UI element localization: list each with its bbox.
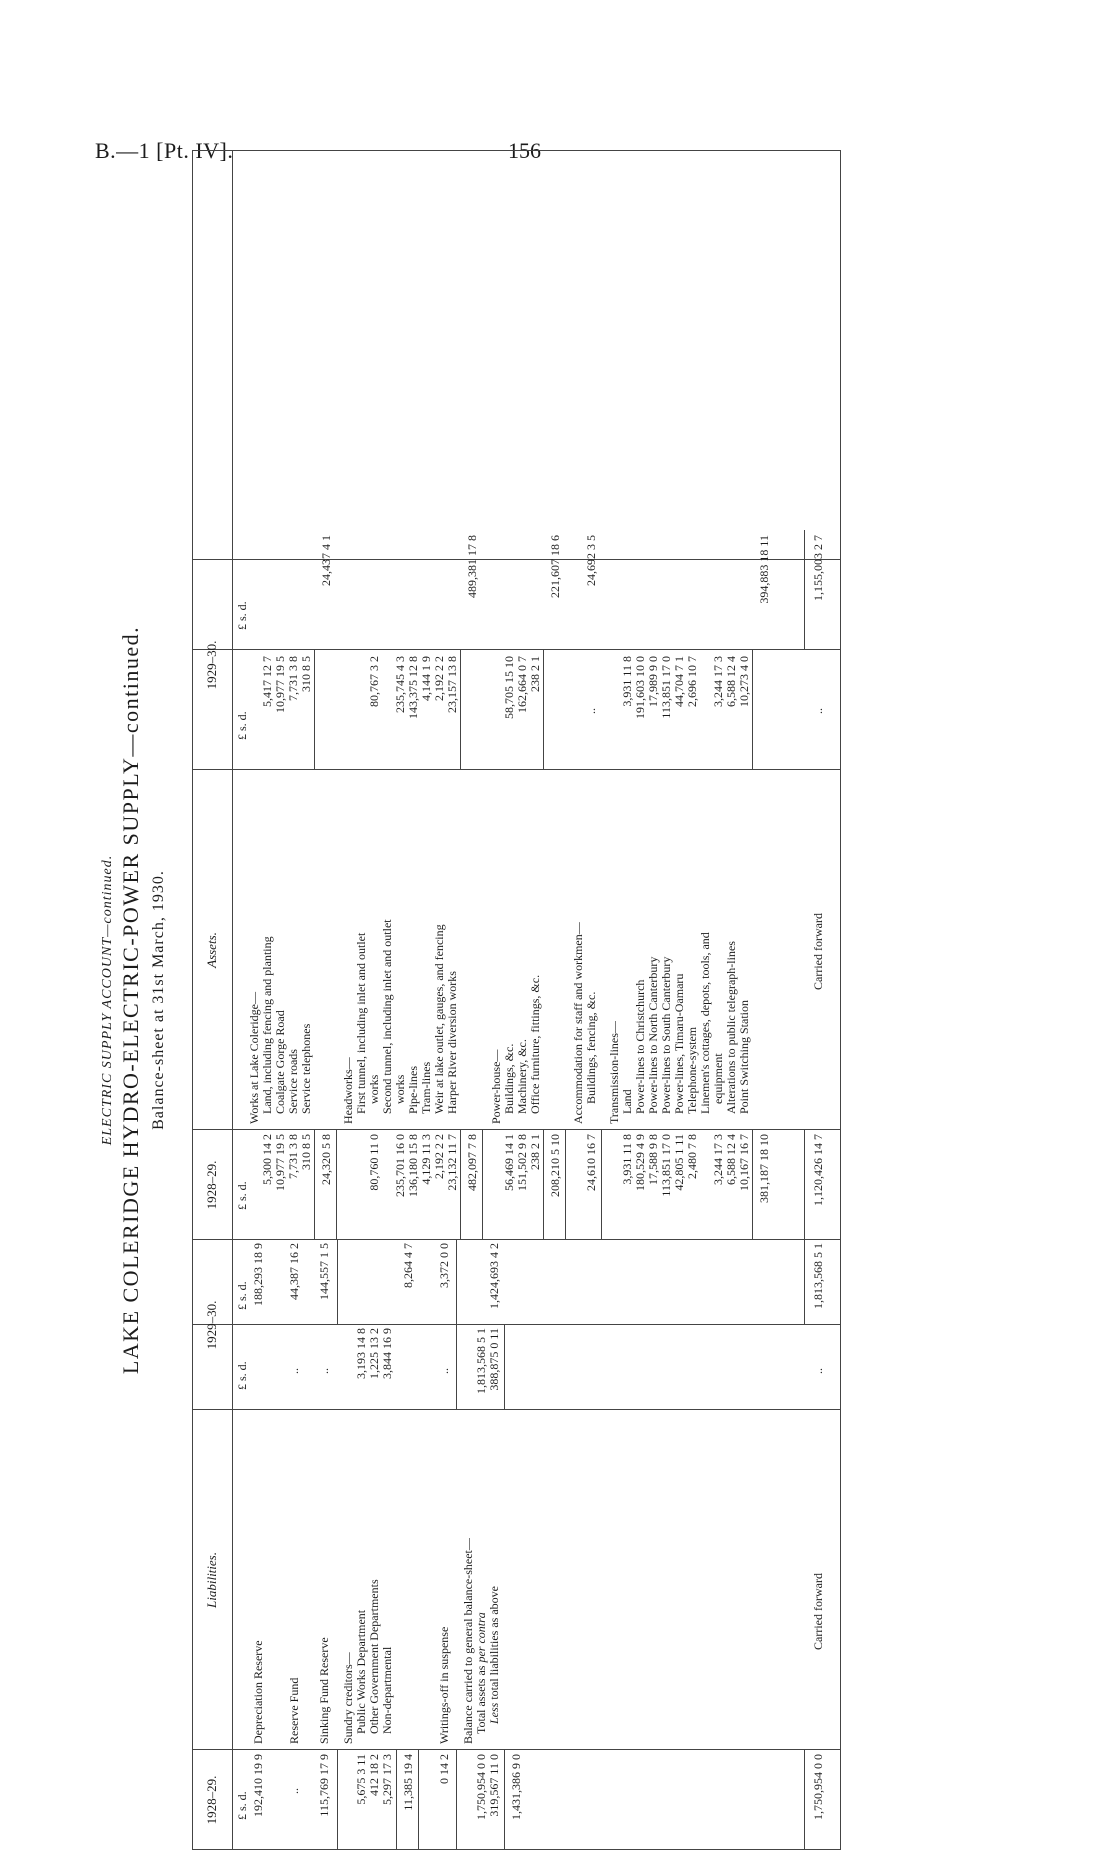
liab-writings-prev: 0 14 2	[437, 1754, 451, 1784]
asset-first-tunnel-inner: 80,767 3 2	[367, 656, 381, 707]
asset-point-prev: 10,167 16 7	[737, 1134, 751, 1191]
asset-first-tunnel-label: First tunnel, including inlet and outlet	[354, 932, 368, 1114]
liab-sinking-prev: 115,769 17 9	[317, 1754, 331, 1817]
asset-buildings-prev: 56,469 14 1	[502, 1134, 516, 1191]
asset-accom-prev: 24,610 16 7	[584, 1134, 598, 1191]
liab-writings-total: 3,372 0 0	[437, 1243, 451, 1288]
asset-buildings-inner: 58,705 15 10	[502, 656, 516, 719]
liab-depreciation-prev: 192,410 19 9	[251, 1754, 265, 1817]
asset-chch-label: Power-lines to Christchurch	[633, 979, 647, 1114]
asset-pipes-prev: 136,180 15 8	[406, 1134, 420, 1197]
asset-tram-prev: 4,129 11 3	[419, 1134, 433, 1185]
asset-trans-land-inner: 3,931 11 8	[620, 656, 634, 707]
asset-trans-label: Transmission-lines—	[607, 1021, 621, 1124]
asset-point-label: Point Switching Station	[737, 999, 751, 1114]
asset-buildings-label: Buildings, &c.	[502, 1043, 516, 1114]
asset-weir-prev: 2,192 2 2	[432, 1134, 446, 1179]
header-1928-29-assets: 1928–29.	[204, 1160, 219, 1210]
asset-pipes-label: Pipe-lines	[406, 1066, 420, 1114]
liab-carried-prev: 1,750,954 0 0	[811, 1754, 825, 1820]
liab-reserve-prev: ..	[287, 1788, 301, 1794]
asset-accom-sub: Buildings, fencing, &c.	[584, 991, 598, 1104]
asset-gorge-prev: 10,977 19 5	[273, 1134, 287, 1191]
liab-total-assets-label: Total assets as per contra	[474, 1612, 488, 1734]
asset-linemen-label-b: equipment	[711, 1053, 725, 1104]
asset-trans-total: 394,883 18 11	[757, 535, 771, 604]
asset-first-tunnel-label-b: works	[367, 1074, 381, 1104]
asset-north-label: Power-lines to North Canterbury	[646, 956, 660, 1114]
asset-land-inner: 5,417 12 7	[260, 656, 274, 707]
header-assets: Assets.	[204, 932, 219, 968]
liab-less-inner: 388,875 0 11	[487, 1328, 501, 1391]
asset-machinery-label: Machinery, &c.	[515, 1039, 529, 1114]
lsd-label: £ s. d.	[235, 601, 249, 630]
liab-creditors-prev-total: 11,385 19 4	[401, 1754, 415, 1811]
liab-other-inner: 1,225 13 2	[367, 1328, 381, 1379]
asset-office-prev: 238 2 1	[528, 1134, 542, 1170]
liab-pwd-prev: 5,675 3 11	[354, 1754, 368, 1805]
header-1929-30-assets: 1929–30.	[204, 640, 219, 690]
liab-total-assets-inner: 1,813,568 5 1	[474, 1328, 488, 1394]
asset-linemen-label: Linemen's cottages, depots, tools, and	[698, 932, 712, 1114]
liab-writings-label: Writings-off in suspense	[437, 1626, 451, 1744]
liab-carried-total: 1,813,568 5 1	[811, 1243, 825, 1309]
lsd-label: £ s. d.	[235, 1181, 249, 1210]
asset-timaru-prev: 42,805 1 11	[672, 1134, 686, 1191]
asset-south-inner: 113,851 17 0	[659, 656, 673, 719]
rotated-balance-sheet	[100, 150, 1000, 1850]
asset-headworks-prev-total: 482,097 7 8	[465, 1134, 479, 1191]
asset-works-label: Works at Lake Coleridge—	[247, 992, 261, 1124]
asset-chch-inner: 191,603 10 0	[633, 656, 647, 719]
sheet-date-title: Balance-sheet at 31st March, 1930.	[150, 870, 167, 1130]
asset-trans-land-label: Land	[620, 1089, 634, 1114]
asset-power-label: Power-house—	[489, 1049, 503, 1124]
asset-north-prev: 17,588 9 8	[646, 1134, 660, 1185]
asset-accom-inner: ..	[584, 708, 598, 714]
asset-office-inner: 238 2 1	[528, 656, 542, 692]
asset-tel-prev: 2,480 7 8	[685, 1134, 699, 1179]
asset-harper-prev: 23,132 11 7	[445, 1134, 459, 1191]
asset-harper-label: Harper River diversion works	[445, 971, 459, 1114]
liab-reserve-total: 44,387 16 2	[287, 1243, 301, 1300]
liab-carried-inner: ..	[811, 1368, 825, 1374]
liab-carried-label: Carried forward	[811, 1573, 825, 1650]
asset-phones-inner: 310 8 5	[299, 656, 313, 692]
liab-other-label: Other Government Departments	[367, 1579, 381, 1734]
asset-chch-prev: 180,529 4 9	[633, 1134, 647, 1191]
header-1929-30-liabilities: 1929–30.	[204, 1300, 219, 1350]
liab-nondep-inner: 3,844 16 9	[380, 1328, 394, 1379]
asset-accom-label: Accommodation for staff and workmen—	[571, 922, 585, 1124]
liab-writings-inner: ..	[437, 1368, 451, 1374]
liab-balance-total: 1,424,693 4 2	[487, 1243, 501, 1309]
asset-weir-inner: 2,192 2 2	[432, 656, 446, 701]
asset-carried-total: 1,155,003 2 7	[811, 535, 825, 601]
liab-less-prev: 319,567 11 0	[487, 1754, 501, 1817]
asset-tel-inner: 2,696 10 7	[685, 656, 699, 707]
asset-roads-label: Service roads	[286, 1049, 300, 1114]
asset-second-tunnel-label: Second tunnel, including inlet and outlet	[380, 919, 394, 1114]
liab-balance-label: Balance carried to general balance-sheet—	[461, 1538, 475, 1744]
liab-total-assets-prev: 1,750,954 0 0	[474, 1754, 488, 1820]
liab-depreciation-total: 188,293 18 9	[251, 1243, 265, 1306]
asset-alter-prev: 6,588 12 4	[724, 1134, 738, 1185]
asset-headworks-total: 489,381 17 8	[465, 535, 479, 598]
liab-sinking-total: 144,557 1 5	[317, 1243, 331, 1300]
asset-trans-prev-total: 381,187 18 10	[757, 1134, 771, 1203]
lsd-label: £ s. d.	[235, 1791, 249, 1820]
asset-machinery-prev: 151,502 9 8	[515, 1134, 529, 1191]
asset-south-prev: 113,851 17 0	[659, 1134, 673, 1197]
asset-weir-label: Weir at lake outlet, gauges, and fencing	[432, 924, 446, 1114]
lsd-label: £ s. d.	[235, 1361, 249, 1390]
liab-creditors-total: 8,264 4 7	[401, 1243, 415, 1288]
liab-depreciation-label: Depreciation Reserve	[251, 1640, 265, 1744]
balance-sheet-table	[192, 150, 842, 1850]
liab-sinking-inner: ..	[317, 1368, 331, 1374]
account-subtitle: ELECTRIC SUPPLY ACCOUNT—continued.	[100, 854, 115, 1146]
asset-second-tunnel-inner: 235,745 4 3	[393, 656, 407, 713]
asset-carried-label: Carried forward	[811, 913, 825, 990]
asset-linemen-prev: 3,244 17 3	[711, 1134, 725, 1185]
header-1928-29-liabilities: 1928–29.	[204, 1775, 219, 1825]
asset-second-tunnel-prev: 235,701 16 0	[393, 1134, 407, 1197]
liab-sinking-label: Sinking Fund Reserve	[317, 1637, 331, 1744]
asset-point-inner: 10,273 4 0	[737, 656, 751, 707]
asset-power-prev-total: 208,210 5 10	[548, 1134, 562, 1197]
asset-land-label: Land, including fencing and planting	[260, 936, 274, 1114]
asset-machinery-inner: 162,664 0 7	[515, 656, 529, 713]
asset-land-prev: 5,300 14 2	[260, 1134, 274, 1185]
asset-accom-total: 24,692 3 5	[584, 535, 598, 586]
asset-gorge-label: Coalgate Gorge Road	[273, 1010, 287, 1114]
asset-timaru-inner: 44,704 7 1	[672, 656, 686, 707]
asset-south-label: Power-lines to South Canterbury	[659, 956, 673, 1114]
asset-trans-land-prev: 3,931 11 8	[620, 1134, 634, 1185]
asset-second-tunnel-label-b: works	[393, 1074, 407, 1104]
asset-phones-prev: 310 8 5	[299, 1134, 313, 1170]
liab-pwd-label: Public Works Department	[354, 1609, 368, 1734]
liab-reserve-label: Reserve Fund	[287, 1677, 301, 1744]
page-reference: B.—1 [Pt. IV].	[95, 138, 234, 163]
liab-balance-prev-net: 1,431,386 9 0	[509, 1754, 523, 1820]
liab-pwd-inner: 3,193 14 8	[354, 1328, 368, 1379]
asset-pipes-inner: 143,375 12 8	[406, 656, 420, 719]
asset-harper-inner: 23,157 13 8	[445, 656, 459, 713]
asset-tram-inner: 4,144 1 9	[419, 656, 433, 701]
asset-alter-label: Alterations to public telegraph-lines	[724, 941, 738, 1114]
asset-roads-inner: 7,731 3 8	[286, 656, 300, 701]
asset-headworks-label: Headworks—	[341, 1057, 355, 1124]
asset-carried-prev: 1,120,426 14 7	[811, 1134, 825, 1206]
page-number: 156	[508, 138, 541, 163]
asset-carried-inner: ..	[811, 708, 825, 714]
lsd-label: £ s. d.	[235, 1281, 249, 1310]
titles	[100, 150, 190, 1850]
asset-timaru-label: Power-lines, Timaru-Oamaru	[672, 973, 686, 1114]
asset-roads-prev: 7,731 3 8	[286, 1134, 300, 1179]
liab-less-label: Less total liabilities as above	[487, 1586, 501, 1724]
asset-tel-label: Telephone-system	[685, 1026, 699, 1114]
asset-power-total: 221,607 18 6	[548, 535, 562, 598]
lsd-label: £ s. d.	[235, 711, 249, 740]
liab-creditors-label: Sundry creditors—	[341, 1652, 355, 1744]
asset-north-inner: 17,989 9 0	[646, 656, 660, 707]
asset-first-tunnel-prev: 80,760 11 0	[367, 1134, 381, 1191]
asset-office-label: Office furniture, fittings, &c.	[528, 974, 542, 1114]
asset-tram-label: Tram-lines	[419, 1061, 433, 1114]
asset-works-total: 24,437 4 1	[319, 535, 333, 586]
liab-reserve-inner: ..	[287, 1368, 301, 1374]
asset-gorge-inner: 10,977 19 5	[273, 656, 287, 713]
asset-alter-inner: 6,588 12 4	[724, 656, 738, 707]
liab-nondep-prev: 5,297 17 3	[380, 1754, 394, 1805]
header-liabilities: Liabilities.	[204, 1552, 219, 1608]
asset-works-prev-total: 24,320 5 8	[319, 1134, 333, 1185]
asset-linemen-inner: 3,244 17 3	[711, 656, 725, 707]
sheet-title: LAKE COLERIDGE HYDRO-ELECTRIC-POWER SUPPLY—continued.	[118, 625, 143, 1375]
liab-other-prev: 412 18 2	[367, 1754, 381, 1796]
asset-phones-label: Service telephones	[299, 1023, 313, 1114]
liab-nondep-label: Non-departmental	[380, 1646, 394, 1734]
